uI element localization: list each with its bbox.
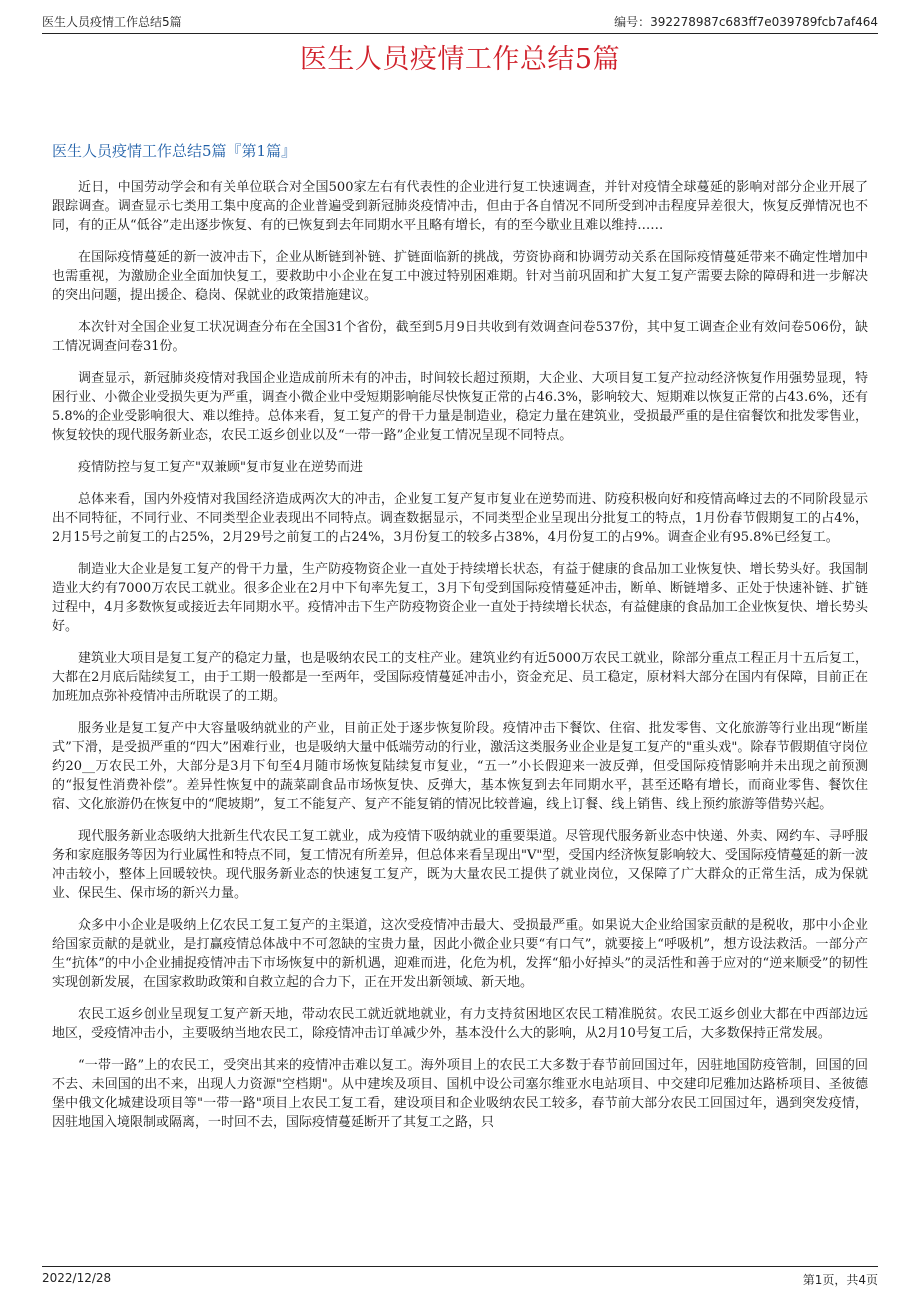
paragraph: 近日，中国劳动学会和有关单位联合对全国500家左右有代表性的企业进行复工快速调查，并针对疫情全球蔓延的影响对部分企业开展了跟踪调查。调查显示七类用工集中度高的企业普遍受到新冠肺炎疫情冲击，但由于各自情况不同所受到冲击程度异差很大，恢复反弹情况也不同，有的正从“低谷”走出逐步恢复、有的已恢复到去年同期水平且略有增长，有的至今歇业且难以维持…… [52, 180, 868, 233]
paragraph: 农民工返乡创业呈现复工复产新天地，带动农民工就近就地就业，有力支持贫困地区农民工精准脱贫。农民工返乡创业大都在中西部边远地区，受疫情冲击小，主要吸纳当地农民工，除疫情冲击订单减少外，基本没什么大的影响，从2月10号复工后，大多数保持正常发展。 [52, 1007, 868, 1041]
subheading-paragraph: 疫情防控与复工复产"双兼顾"复市复业在逆势而进 [78, 460, 363, 475]
paragraph: “一带一路”上的农民工，受突出其来的疫情冲击难以复工。海外项目上的农民工大多数于春节前回国过年，因驻地国防疫管制，回国的回不去、未回国的出不来，出现人力资源"空档期"。从中建埃及项目、国机中设公司塞尔维亚水电站项目、中交建印尼雅加达路桥项目、圣彼德堡中俄文化城建设项目等"一带一路"项目上农民工复工看，建设项目和企业吸纳农民工较多，春节前大部分农民工回国过年，遇到突发疫情，因驻地国入境限制或隔离，一时回不去，国际疫情蔓延断开了其复工之路，只 [52, 1058, 868, 1130]
paragraph: 调查显示，新冠肺炎疫情对我国企业造成前所未有的冲击，时间较长超过预期，大企业、大项目复工复产拉动经济恢复作用强势显现，特困行业、小微企业受损失更为严重，调查小微企业中受短期影响能尽快恢复正常的占46.3%，影响较大、短期难以恢复正常的占43.6%，还有5.8%的企业受影响很大、难以维持。总体来看，复工复产的骨干力量是制造业，稳定力量在建筑业，受损最严重的是住宿餐饮和批发零售业，恢复较快的现代服务新业态，农民工返乡创业以及“一带一路”企业复工情况呈现不同特点。 [52, 371, 868, 443]
section-heading: 医生人员疫情工作总结5篇『第1篇』 [52, 142, 297, 160]
paragraph: 总体来看，国内外疫情对我国经济造成两次大的冲击，企业复工复产复市复业在逆势而进、防疫积极向好和疫情高峰过去的不同阶段显示出不同特征，不同行业、不同类型企业表现出不同特点。调查数据显示，不同类型企业呈现出分批复工的特点，1月份春节假期复工的占4%，2月15号之前复工的占25%，2月29号之前复工的占24%，3月份复工的较多占38%，4月份复工的占9%。调查企业有95.8%已经复工。 [52, 492, 868, 545]
paragraph: 建筑业大项目是复工复产的稳定力量，也是吸纳农民工的支柱产业。建筑业约有近5000万农民工就业，除部分重点工程正月十五后复工，大都在2月底后陆续复工，由于工期一般都是一至两年，受国际疫情蔓延冲击小，资金充足、员工稳定，原材料大部分在国内有保障，目前正在加班加点弥补疫情冲击所耽误了的工期。 [52, 651, 868, 704]
paragraph: 本次针对全国企业复工状况调查分布在全国31个省份，截至到5月9日共收到有效调查问卷537份，其中复工调查企业有效问卷506份，缺工情况调查问卷31份。 [52, 320, 868, 354]
document-title: 医生人员疫情工作总结5篇 [299, 44, 621, 75]
paragraph: 服务业是复工复产中大容量吸纳就业的产业，目前正处于逐步恢复阶段。疫情冲击下餐饮、住宿、批发零售、文化旅游等行业出现“断崖式”下滑，是受损严重的“四大”困难行业，也是吸纳大量中低端劳动的行业，激活这类服务业企业是复工复产的"重头戏"。除春节假期值守岗位约20__万农民工外，大部分是3月下旬至4月随市场恢复陆续复市复业，“五一”小长假迎来一波反弹，但受国际疫情影响并未出现之前预测的“报复性消费补偿”。差异性恢复中的蔬菜副食品市场恢复快、反弹大，基本恢复到去年同期水平，甚至还略有增长，而商业零售、餐饮住宿、文化旅游仍在恢复中的“爬坡期”，复工不能复产、复产不能复销的情况比较普遍，线上订餐、线上销售、线上预约旅游等借势兴起。 [52, 721, 868, 812]
paragraph: 众多中小企业是吸纳上亿农民工复工复产的主渠道，这次受疫情冲击最大、受损最严重。如果说大企业给国家贡献的是税收，那中小企业给国家贡献的是就业，是打赢疫情总体战中不可忽缺的宝贵力量，因此小微企业只要“有口气”，就要接上“呼吸机”，想方设法救活。一部分产生“抗体”的中小企业捕捉疫情冲击下市场恢复中的新机遇，迎难而进，化危为机，发挥“船小好掉头”的灵活性和善于应对的“逆来顺受”的韧性实现创新发展，在国家救助政策和自救立起的合力下，正在开发出新领域、新天地。 [52, 918, 868, 990]
footer-page-number: 第1页，共4页 [802, 1273, 878, 1287]
document-body [52, 140, 868, 1145]
header-doc-number: 编号：392278987c683ff7e039789fcb7af464 [614, 15, 878, 29]
footer-date: 2022/12/28 [42, 1271, 112, 1285]
paragraph: 在国际疫情蔓延的新一波冲击下，企业从断链到补链、扩链面临新的挑战，劳资协商和协调劳动关系在国际疫情蔓延带来不确定性增加中也需重视，为激励企业全面加快复工，要救助中小企业在复工中渡过特别困难期。针对当前巩固和扩大复工复产需要去除的障碍和进一步解决的突出问题，提出援企、稳岗、保就业的政策措施建议。 [52, 250, 868, 303]
header-doc-name: 医生人员疫情工作总结5篇 [42, 15, 182, 29]
paragraph: 现代服务新业态吸纳大批新生代农民工复工就业，成为疫情下吸纳就业的重要渠道。尽管现代服务新业态中快递、外卖、网约车、寻呼服务和家庭服务等因为行业属性和特点不同，复工情况有所差异，但总体来看呈现出"V"型，受国内经济恢复影响较大、受国际疫情蔓延的新一波冲击较小，整体上回暖较快。现代服务新业态的快速复工复产，既为大量农民工提供了就业岗位，又保障了广大群众的正常生活，成为保就业、保民生、保市场的新兴力量。 [52, 829, 868, 901]
page-footer [42, 1266, 878, 1286]
paragraph: 制造业大企业是复工复产的骨干力量，生产防疫物资企业一直处于持续增长状态，有益于健康的食品加工业恢复快、增长势头好。我国制造业大约有7000万农民工就业。很多企业在2月中下旬率先复工，3月下旬受到国际疫情蔓延冲击，断单、断链增多、正处于快速补链、扩链过程中，4月多数恢复或接近去年同期水平。疫情冲击下生产防疫物资企业一直处于持续增长状态，有益健康的食品加工企业恢复快、增长势头好。 [52, 562, 868, 634]
page-header [42, 12, 878, 34]
